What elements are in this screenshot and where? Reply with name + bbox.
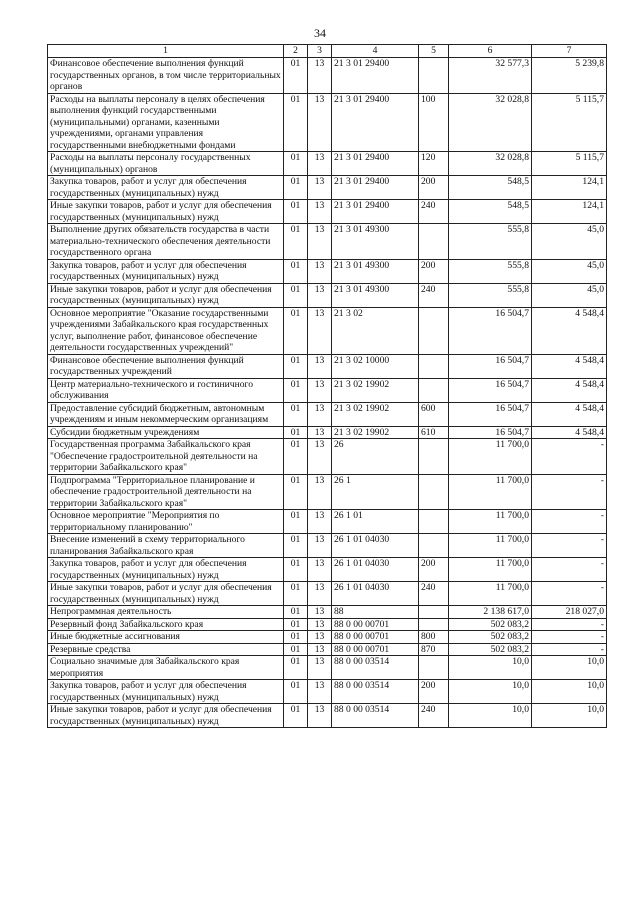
target-article-cell: 21 3 02 19902 [332,402,419,426]
target-article-cell: 26 1 01 [332,510,419,534]
table-row [48,93,607,152]
row-name-cell: Внесение изменений в схему территориального планирования Забайкальского края [48,534,284,558]
expense-type-cell [419,474,449,510]
target-article-cell: 21 3 02 19902 [332,426,419,439]
expense-type-cell: 200 [419,558,449,582]
section-code-cell: 01 [284,656,308,680]
section-code-cell: 01 [284,510,308,534]
subsection-code-cell: 13 [308,439,332,475]
table-row [48,378,607,402]
subsection-code-cell: 13 [308,656,332,680]
expense-type-cell: 200 [419,176,449,200]
header-cell: 2 [284,45,308,58]
expense-type-cell: 800 [419,631,449,644]
expense-type-cell: 120 [419,152,449,176]
table-row [48,558,607,582]
target-article-cell: 21 3 01 29400 [332,176,419,200]
table-row [48,643,607,656]
amount-col6-cell: 11 700,0 [449,439,532,475]
section-code-cell: 01 [284,618,308,631]
section-code-cell: 01 [284,474,308,510]
section-code-cell: 01 [284,224,308,260]
amount-col7-cell: 5 239,8 [532,58,607,94]
target-article-cell: 21 3 01 29400 [332,200,419,224]
target-article-cell: 21 3 02 [332,307,419,354]
expense-type-cell [419,439,449,475]
section-code-cell: 01 [284,439,308,475]
amount-col7-cell: 124,1 [532,200,607,224]
section-code-cell: 01 [284,354,308,378]
table-row [48,354,607,378]
amount-col7-cell: - [532,643,607,656]
target-article-cell: 26 1 [332,474,419,510]
table-row [48,426,607,439]
amount-col7-cell: - [532,631,607,644]
row-name-cell: Резервные средства [48,643,284,656]
header-cell: 1 [48,45,284,58]
expense-type-cell [419,378,449,402]
row-name-cell: Закупка товаров, работ и услуг для обеспечения государственных (муниципальных) нужд [48,259,284,283]
amount-col6-cell: 16 504,7 [449,426,532,439]
row-name-cell: Основное мероприятие "Оказание государственными учреждениями Забайкальского края государственных услуг, выполнение работ, финансовое обеспечение деятельности государственных учреждений" [48,307,284,354]
amount-col7-cell: 4 548,4 [532,354,607,378]
row-name-cell: Финансовое обеспечение выполнения функций государственных учреждений [48,354,284,378]
subsection-code-cell: 13 [308,307,332,354]
amount-col6-cell: 502 083,2 [449,618,532,631]
table-row [48,152,607,176]
expense-type-cell [419,58,449,94]
expense-type-cell [419,534,449,558]
amount-col7-cell: - [532,582,607,606]
expense-type-cell: 240 [419,582,449,606]
target-article-cell: 88 0 00 03514 [332,680,419,704]
row-name-cell: Субсидии бюджетным учреждениям [48,426,284,439]
expense-type-cell [419,656,449,680]
amount-col6-cell: 16 504,7 [449,402,532,426]
amount-col6-cell: 16 504,7 [449,378,532,402]
amount-col6-cell: 502 083,2 [449,631,532,644]
amount-col7-cell: - [532,510,607,534]
amount-col7-cell: - [532,439,607,475]
amount-col7-cell: 10,0 [532,704,607,728]
amount-col7-cell: - [532,618,607,631]
amount-col6-cell: 11 700,0 [449,474,532,510]
table-row [48,58,607,94]
amount-col7-cell: 4 548,4 [532,402,607,426]
row-name-cell: Расходы на выплаты персоналу государственных (муниципальных) органов [48,152,284,176]
table-row [48,606,607,619]
subsection-code-cell: 13 [308,631,332,644]
amount-col7-cell: 4 548,4 [532,378,607,402]
expense-type-cell: 240 [419,704,449,728]
target-article-cell: 21 3 01 49300 [332,283,419,307]
expense-type-cell: 870 [419,643,449,656]
row-name-cell: Основное мероприятие "Мероприятия по территориальному планированию" [48,510,284,534]
amount-col6-cell: 11 700,0 [449,558,532,582]
subsection-code-cell: 13 [308,354,332,378]
target-article-cell: 26 1 01 04030 [332,582,419,606]
section-code-cell: 01 [284,93,308,152]
page-number: 34 [314,26,326,40]
header-cell: 4 [332,45,419,58]
expense-type-cell: 240 [419,200,449,224]
table-row [48,283,607,307]
expense-type-cell: 610 [419,426,449,439]
target-article-cell: 26 1 01 04030 [332,558,419,582]
expense-type-cell [419,618,449,631]
target-article-cell: 21 3 01 29400 [332,93,419,152]
subsection-code-cell: 13 [308,176,332,200]
amount-col7-cell: 4 548,4 [532,307,607,354]
amount-col7-cell: 4 548,4 [532,426,607,439]
amount-col6-cell: 10,0 [449,704,532,728]
section-code-cell: 01 [284,176,308,200]
amount-col6-cell: 555,8 [449,259,532,283]
row-name-cell: Иные бюджетные ассигнования [48,631,284,644]
amount-col6-cell: 16 504,7 [449,354,532,378]
subsection-code-cell: 13 [308,259,332,283]
section-code-cell: 01 [284,534,308,558]
expense-type-cell [419,224,449,260]
section-code-cell: 01 [284,283,308,307]
header-cell: 6 [449,45,532,58]
target-article-cell: 88 0 00 00701 [332,618,419,631]
target-article-cell: 21 3 01 49300 [332,259,419,283]
amount-col6-cell: 32 028,8 [449,152,532,176]
table-row [48,534,607,558]
amount-col6-cell: 11 700,0 [449,534,532,558]
amount-col7-cell: 45,0 [532,259,607,283]
amount-col7-cell: 5 115,7 [532,152,607,176]
row-name-cell: Резервный фонд Забайкальского края [48,618,284,631]
target-article-cell: 26 [332,439,419,475]
row-name-cell: Предоставление субсидий бюджетным, автономным учреждениям и иным некоммерческим организациям [48,402,284,426]
table-row [48,656,607,680]
amount-col6-cell: 32 028,8 [449,93,532,152]
header-cell: 5 [419,45,449,58]
subsection-code-cell: 13 [308,643,332,656]
row-name-cell: Выполнение других обязательств государства в части материально-технического обеспечения деятельности государственного органа [48,224,284,260]
amount-col7-cell: 10,0 [532,656,607,680]
amount-col6-cell: 32 577,3 [449,58,532,94]
expense-type-cell: 200 [419,680,449,704]
subsection-code-cell: 13 [308,58,332,94]
target-article-cell: 21 3 01 29400 [332,58,419,94]
subsection-code-cell: 13 [308,402,332,426]
section-code-cell: 01 [284,307,308,354]
table-row [48,307,607,354]
row-name-cell: Центр материально-технического и гостиничного обслуживания [48,378,284,402]
amount-col7-cell: - [532,474,607,510]
row-name-cell: Государственная программа Забайкальского края "Обеспечение градостроительной деятельности на территории Забайкальского края" [48,439,284,475]
section-code-cell: 01 [284,152,308,176]
expense-type-cell: 600 [419,402,449,426]
section-code-cell: 01 [284,631,308,644]
amount-col7-cell: 10,0 [532,680,607,704]
amount-col7-cell: - [532,534,607,558]
row-name-cell: Иные закупки товаров, работ и услуг для обеспечения государственных (муниципальных) нужд [48,704,284,728]
subsection-code-cell: 13 [308,510,332,534]
amount-col7-cell: 45,0 [532,224,607,260]
section-code-cell: 01 [284,402,308,426]
row-name-cell: Иные закупки товаров, работ и услуг для обеспечения государственных (муниципальных) нужд [48,200,284,224]
table-row [48,680,607,704]
row-name-cell: Иные закупки товаров, работ и услуг для обеспечения государственных (муниципальных) нужд [48,582,284,606]
amount-col6-cell: 11 700,0 [449,510,532,534]
table-row [48,704,607,728]
section-code-cell: 01 [284,680,308,704]
expense-type-cell: 240 [419,283,449,307]
row-name-cell: Непрограммная деятельность [48,606,284,619]
section-code-cell: 01 [284,259,308,283]
target-article-cell: 88 0 00 00701 [332,631,419,644]
row-name-cell: Закупка товаров, работ и услуг для обеспечения государственных (муниципальных) нужд [48,558,284,582]
amount-col6-cell: 555,8 [449,283,532,307]
section-code-cell: 01 [284,378,308,402]
amount-col6-cell: 548,5 [449,200,532,224]
subsection-code-cell: 13 [308,582,332,606]
expense-type-cell [419,510,449,534]
row-name-cell: Закупка товаров, работ и услуг для обеспечения государственных (муниципальных) нужд [48,680,284,704]
subsection-code-cell: 13 [308,680,332,704]
expense-type-cell [419,307,449,354]
section-code-cell: 01 [284,558,308,582]
subsection-code-cell: 13 [308,534,332,558]
table-row [48,224,607,260]
amount-col6-cell: 548,5 [449,176,532,200]
row-name-cell: Иные закупки товаров, работ и услуг для обеспечения государственных (муниципальных) нужд [48,283,284,307]
expense-type-cell: 200 [419,259,449,283]
row-name-cell: Закупка товаров, работ и услуг для обеспечения государственных (муниципальных) нужд [48,176,284,200]
target-article-cell: 21 3 02 10000 [332,354,419,378]
subsection-code-cell: 13 [308,224,332,260]
table-row [48,176,607,200]
target-article-cell: 88 [332,606,419,619]
budget-table [47,44,607,728]
amount-col7-cell: 45,0 [532,283,607,307]
target-article-cell: 21 3 01 49300 [332,224,419,260]
row-name-cell: Социально значимые для Забайкальского края мероприятия [48,656,284,680]
header-row [48,45,607,58]
amount-col7-cell: 5 115,7 [532,93,607,152]
target-article-cell: 21 3 01 29400 [332,152,419,176]
subsection-code-cell: 13 [308,618,332,631]
target-article-cell: 88 0 00 03514 [332,656,419,680]
row-name-cell: Расходы на выплаты персоналу в целях обеспечения выполнения функций государственными (муниципальными) органами, казенными учреждениями, органами управления государственными внебюджетными фондами [48,93,284,152]
header-cell: 3 [308,45,332,58]
target-article-cell: 88 0 00 03514 [332,704,419,728]
subsection-code-cell: 13 [308,378,332,402]
section-code-cell: 01 [284,643,308,656]
section-code-cell: 01 [284,426,308,439]
subsection-code-cell: 13 [308,152,332,176]
expense-type-cell [419,354,449,378]
amount-col6-cell: 2 138 617,0 [449,606,532,619]
target-article-cell: 21 3 02 19902 [332,378,419,402]
section-code-cell: 01 [284,704,308,728]
amount-col6-cell: 502 083,2 [449,643,532,656]
subsection-code-cell: 13 [308,558,332,582]
table-row [48,582,607,606]
table-row [48,200,607,224]
table-row [48,631,607,644]
section-code-cell: 01 [284,582,308,606]
subsection-code-cell: 13 [308,606,332,619]
section-code-cell: 01 [284,606,308,619]
table-row [48,402,607,426]
subsection-code-cell: 13 [308,283,332,307]
subsection-code-cell: 13 [308,426,332,439]
target-article-cell: 88 0 00 00701 [332,643,419,656]
table-row [48,474,607,510]
amount-col6-cell: 10,0 [449,656,532,680]
subsection-code-cell: 13 [308,704,332,728]
subsection-code-cell: 13 [308,93,332,152]
expense-type-cell: 100 [419,93,449,152]
subsection-code-cell: 13 [308,474,332,510]
row-name-cell: Подпрограмма "Территориальное планирование и обеспечение градостроительной деятельности на территории Забайкальского края" [48,474,284,510]
table-row [48,259,607,283]
amount-col6-cell: 555,8 [449,224,532,260]
section-code-cell: 01 [284,200,308,224]
target-article-cell: 26 1 01 04030 [332,534,419,558]
amount-col7-cell: 124,1 [532,176,607,200]
amount-col7-cell: - [532,558,607,582]
subsection-code-cell: 13 [308,200,332,224]
table-row [48,439,607,475]
amount-col7-cell: 218 027,0 [532,606,607,619]
header-cell: 7 [532,45,607,58]
amount-col6-cell: 16 504,7 [449,307,532,354]
table-row [48,510,607,534]
expense-type-cell [419,606,449,619]
row-name-cell: Финансовое обеспечение выполнения функций государственных органов, в том числе территориальных органов [48,58,284,94]
amount-col6-cell: 11 700,0 [449,582,532,606]
table-row [48,618,607,631]
amount-col6-cell: 10,0 [449,680,532,704]
section-code-cell: 01 [284,58,308,94]
